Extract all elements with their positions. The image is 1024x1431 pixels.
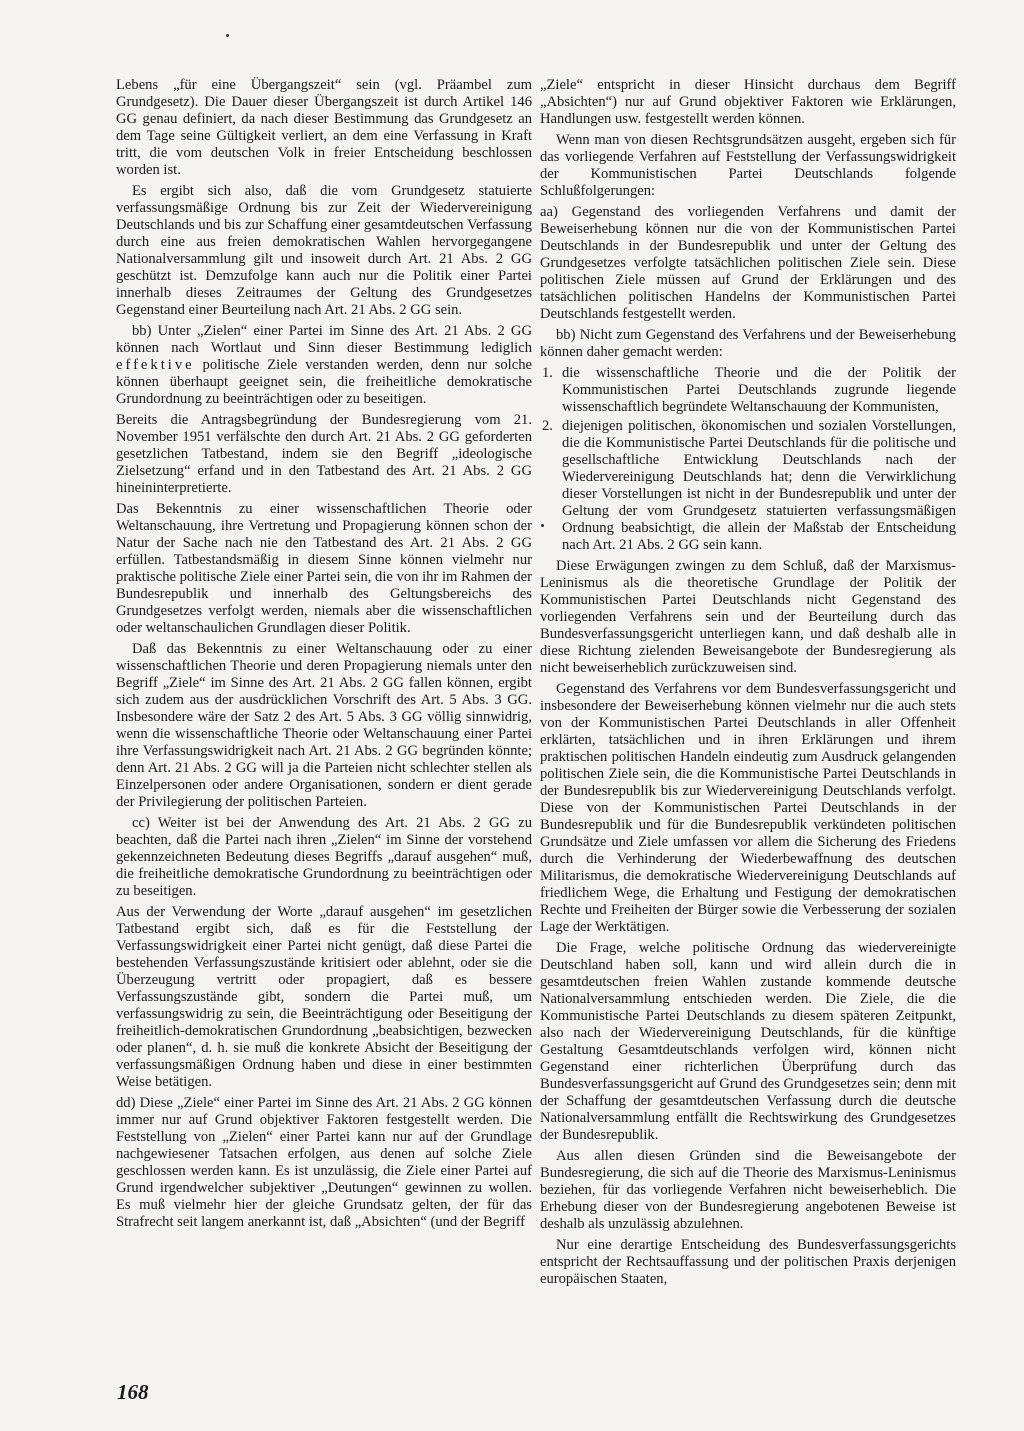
list-text: diejenigen politischen, ökonomischen und sozialen Vorstellungen, die die Kommunistische Partei Deutschlands für die politische und gesellschaftliche Entwicklung Deutschlands nach der Wiedervereinigung Deutschlands hat; denn die Verwirklichung dieser Vorstellungen ist nicht in der Bundesrepublik und unter der Geltung der vom Grundgesetz statuierten verfassungsmäßigen Ordnung beabsichtigt, die allein der Maßstab der Entscheidung nach Art. 21 Abs. 2 GG sein kann.	[562, 418, 956, 553]
paragraph: aa) Gegenstand des vorliegenden Verfahrens und damit der Beweiserhebung können nur die von der Kommunistischen Partei Deutschlands in der Bundesrepublik und unter der Geltung des Grundgesetzes verfolgte tatsächlichen politischen Ziele sein. Diese politischen Ziele müssen auf Grund der Erklärungen und des tatsächlichen politischen Handelns der Kommunistischen Partei Deutschlands festgestellt werden.	[540, 204, 956, 322]
numbered-list	[540, 365, 956, 554]
paragraph: Nur eine derartige Entscheidung des Bundesverfassungsgerichts entspricht der Rechtsauffassung und der politischen Praxis derjenigen europäischen Staaten,	[540, 1237, 956, 1287]
paragraph: „Ziele“ entspricht in dieser Hinsicht durchaus dem Begriff „Absichten“) nur auf Grund objektiver Faktoren wie Erklärungen, Handlungen usw. festgestellt werden können.	[540, 77, 956, 127]
paragraph: Das Bekenntnis zu einer wissenschaftlichen Theorie oder Weltanschauung, ihre Vertretung und Propagierung können schon der Natur der Sache nach nie den Tatbestand des Art. 21 Abs. 2 GG erfüllen. Tatbestandsmäßig in diesem Sinne können vielmehr nur praktische politische Ziele einer Partei sein, die von ihr im Rahmen der Bundesrepublik und innerhalb des Geltungsbereichs des Grundgesetzes verfolgt werden, niemals aber die wissenschaftlichen oder weltanschaulichen Grundlagen dieser Politik.	[116, 501, 532, 636]
text-run: bb) Unter „Zielen“ einer Partei im Sinne des Art. 21 Abs. 2 GG können nach Wortlaut und Sinn dieser Bestimmung lediglich	[116, 323, 532, 356]
list-number: 1.	[542, 365, 553, 381]
paragraph: Diese Erwägungen zwingen zu dem Schluß, daß der Marxismus-Leninismus als die theoretische Grundlage der Politik der Kommunistischen Partei Deutschlands nicht Gegenstand des vorliegenden Verfahrens sein und der Beurteilung durch das Bundesverfassungsgericht unterliegen kann, und daß deshalb alle in diese Richtung zielenden Beweisangebote der Bundesregierung als nicht beweiserheblich zurückzuweisen sind.	[540, 558, 956, 676]
paragraph: bb) Nicht zum Gegenstand des Verfahrens und der Beweiserhebung können daher gemacht werden:	[540, 327, 956, 360]
page-number: 168	[117, 1380, 149, 1404]
paragraph: Die Frage, welche politische Ordnung das wiedervereinigte Deutschland haben soll, kann und wird allein durch die in gesamtdeutschen freien Wahlen zustande kommende deutsche Nationalversammlung entschieden werden. Die Ziele, die die Kommunistische Partei Deutschlands zu diesem späteren Zeitpunkt, also nach der Wiedervereinigung Deutschlands, für die künftige Gestaltung Gesamtdeutschlands verfolgen wird, können nicht Gegenstand einer richterlichen Überprüfung durch das Bundesverfassungsgericht auf Grund des Grundgesetzes sein; denn mit der Schaffung der gesamtdeutschen Verfassung durch die deutsche Nationalversammlung entfällt die Rechtswirkung des Grundgesetzes der Bundesrepublik.	[540, 940, 956, 1143]
text-run: politische Ziele verstanden werden, denn nur solche können überhaupt geeignet sein, die freiheitliche demokratische Grundordnung zu beeinträchtigen oder zu beseitigen.	[116, 357, 532, 407]
list-item	[540, 365, 956, 416]
left-column	[116, 77, 532, 1235]
paragraph: Daß das Bekenntnis zu einer Weltanschauung oder zu einer wissenschaftlichen Theorie und deren Propagierung niemals unter den Begriff „Ziele“ im Sinne des Art. 21 Abs. 2 GG fallen können, ergibt sich zudem aus der ausdrücklichen Vorschrift des Art. 5 Abs. 3 GG. Insbesondere wäre der Satz 2 des Art. 5 Abs. 3 GG völlig sinnwidrig, wenn die wissenschaftliche Theorie oder Weltanschauung einer Partei ihre Verfassungswidrigkeit nach Art. 21 Abs. 2 GG begründen könnte; denn Art. 21 Abs. 2 GG will ja die Parteien nicht schlechter stellen als Einzelpersonen oder andere Organisationen, sondern er dient gerade der Privilegierung der politischen Parteien.	[116, 641, 532, 810]
emphasized-word: effektive	[116, 357, 195, 373]
list-number: 2.	[542, 418, 553, 434]
paragraph: Aus allen diesen Gründen sind die Beweisangebote der Bundesregierung, die sich auf die Theorie des Marxismus-Leninismus beziehen, für das vorliegende Verfahren nicht beweiserheblich. Die Erhebung dieser von der Bundesregierung angebotenen Beweise ist deshalb als unzulässig abzulehnen.	[540, 1148, 956, 1232]
paragraph	[116, 323, 532, 408]
paragraph: Lebens „für eine Übergangszeit“ sein (vgl. Präambel zum Grundgesetz). Die Dauer dieser Übergangszeit ist durch Artikel 146 GG genau definiert, da nach dieser Bestimmung das Grundgesetz an dem Tage seine Gültigkeit verliert, an dem eine Verfassung in Kraft tritt, die vom deutschen Volk in freier Entscheidung beschlossen worden ist.	[116, 77, 532, 178]
list-text: die wissenschaftliche Theorie und die der Politik der Kommunistischen Partei Deutschlands zugrunde liegende wissenschaftlich begründete Weltanschauung der Kommunisten,	[562, 365, 956, 415]
paragraph: Bereits die Antragsbegründung der Bundesregierung vom 21. November 1951 verfälschte den durch Art. 21 Abs. 2 GG geforderten gesetzlichen Tatbestand, indem sie den Begriff „ideologische Zielsetzung“ erfand und in den Tatbestand des Art. 21 Abs. 2 GG hineininterpretierte.	[116, 412, 532, 496]
paragraph: Gegenstand des Verfahrens vor dem Bundesverfassungsgericht und insbesondere der Beweiserhebung können vielmehr nur die auch stets von der Kommunistischen Partei Deutschlands in aller Offenheit erklärten, tatsächlichen und in ihren Erklärungen und ihrem praktischen politischen Handeln eindeutig zum Ausdruck gelangenden politischen Ziele sein, die die Kommunistische Partei Deutschlands in der Bundesrepublik bis zur Wiedervereinigung Deutschlands verfolgt. Diese von der Kommunistischen Partei Deutschlands in der Bundesrepublik und für die Bundesrepublik verkündeten politischen Grundsätze und Ziele umfassen vor allem die Sicherung des Friedens durch die Verhinderung der Wiederbewaffnung des deutschen Militarismus, die demokratische Wiedervereinigung Deutschlands auf friedlichem Wege, die Erhaltung und Festigung der demokratischen Rechte und Freiheiten der Bürger sowie die Verbesserung der sozialen Lage der Werktätigen.	[540, 681, 956, 935]
list-item	[540, 418, 956, 554]
paragraph: cc) Weiter ist bei der Anwendung des Art. 21 Abs. 2 GG zu beachten, daß die Partei nach ihren „Zielen“ im Sinne der vorstehend gekennzeichneten Bedeutung dieses Begriffs „darauf ausgehen“ muß, die freiheitliche demokratische Grundordnung zu beeinträchtigen oder zu beseitigen.	[116, 815, 532, 899]
right-column	[540, 77, 956, 1292]
paragraph: Wenn man von diesen Rechtsgrundsätzen ausgeht, ergeben sich für das vorliegende Verfahren auf Feststellung der Verfassungswidrigkeit der Kommunistischen Partei Deutschlands folgende Schlußfolgerungen:	[540, 132, 956, 199]
paragraph: dd) Diese „Ziele“ einer Partei im Sinne des Art. 21 Abs. 2 GG können immer nur auf Grund objektiver Faktoren festgestellt werden. Die Feststellung von „Zielen“ einer Partei kann nur auf der Grundlage nachgewiesener Tatsachen erfolgen, aus denen auf solche Ziele geschlossen werden kann. Es ist unzulässig, die Ziele einer Partei auf Grund irgendwelcher subjektiver „Deutungen“ gewinnen zu wollen. Es muß vielmehr hier der gleiche Grundsatz gelten, der für das Strafrecht seit langem anerkannt ist, daß „Absichten“ (und der Begriff	[116, 1095, 532, 1230]
print-speck	[226, 34, 229, 37]
paragraph: Es ergibt sich also, daß die vom Grundgesetz statuierte verfassungsmäßige Ordnung bis zur Zeit der Wiedervereinigung Deutschlands und bis zur Schaffung einer gesamtdeutschen Verfassung durch eine aus freien demokratischen Wahlen hervorgegangene Nationalversammlung gilt und insoweit durch Art. 21 Abs. 2 GG geschützt ist. Demzufolge kann auch nur die Politik einer Partei innerhalb dieses Zeitraumes der Geltung des Grundgesetzes Gegenstand einer Beurteilung nach Art. 21 Abs. 2 GG sein.	[116, 183, 532, 318]
paragraph: Aus der Verwendung der Worte „darauf ausgehen“ im gesetzlichen Tatbestand ergibt sich, daß es für die Feststellung der Verfassungswidrigkeit einer Partei nicht genügt, daß diese Partei die bestehenden Verfassungszustände kritisiert oder ablehnt, oder sie die Überzeugung vertritt oder propagiert, daß es bessere Verfassungszustände gibt, sondern die Partei muß, um verfassungswidrig zu sein, die Beeinträchtigung oder Beseitigung der freiheitlich-demokratischen Grundordnung „beabsichtigen, bezwecken oder planen“, d. h. sie muß die konkrete Absicht der Beseitigung der verfassungsmäßigen Ordnung haben und diese in einer bestimmten Weise betätigen.	[116, 904, 532, 1090]
